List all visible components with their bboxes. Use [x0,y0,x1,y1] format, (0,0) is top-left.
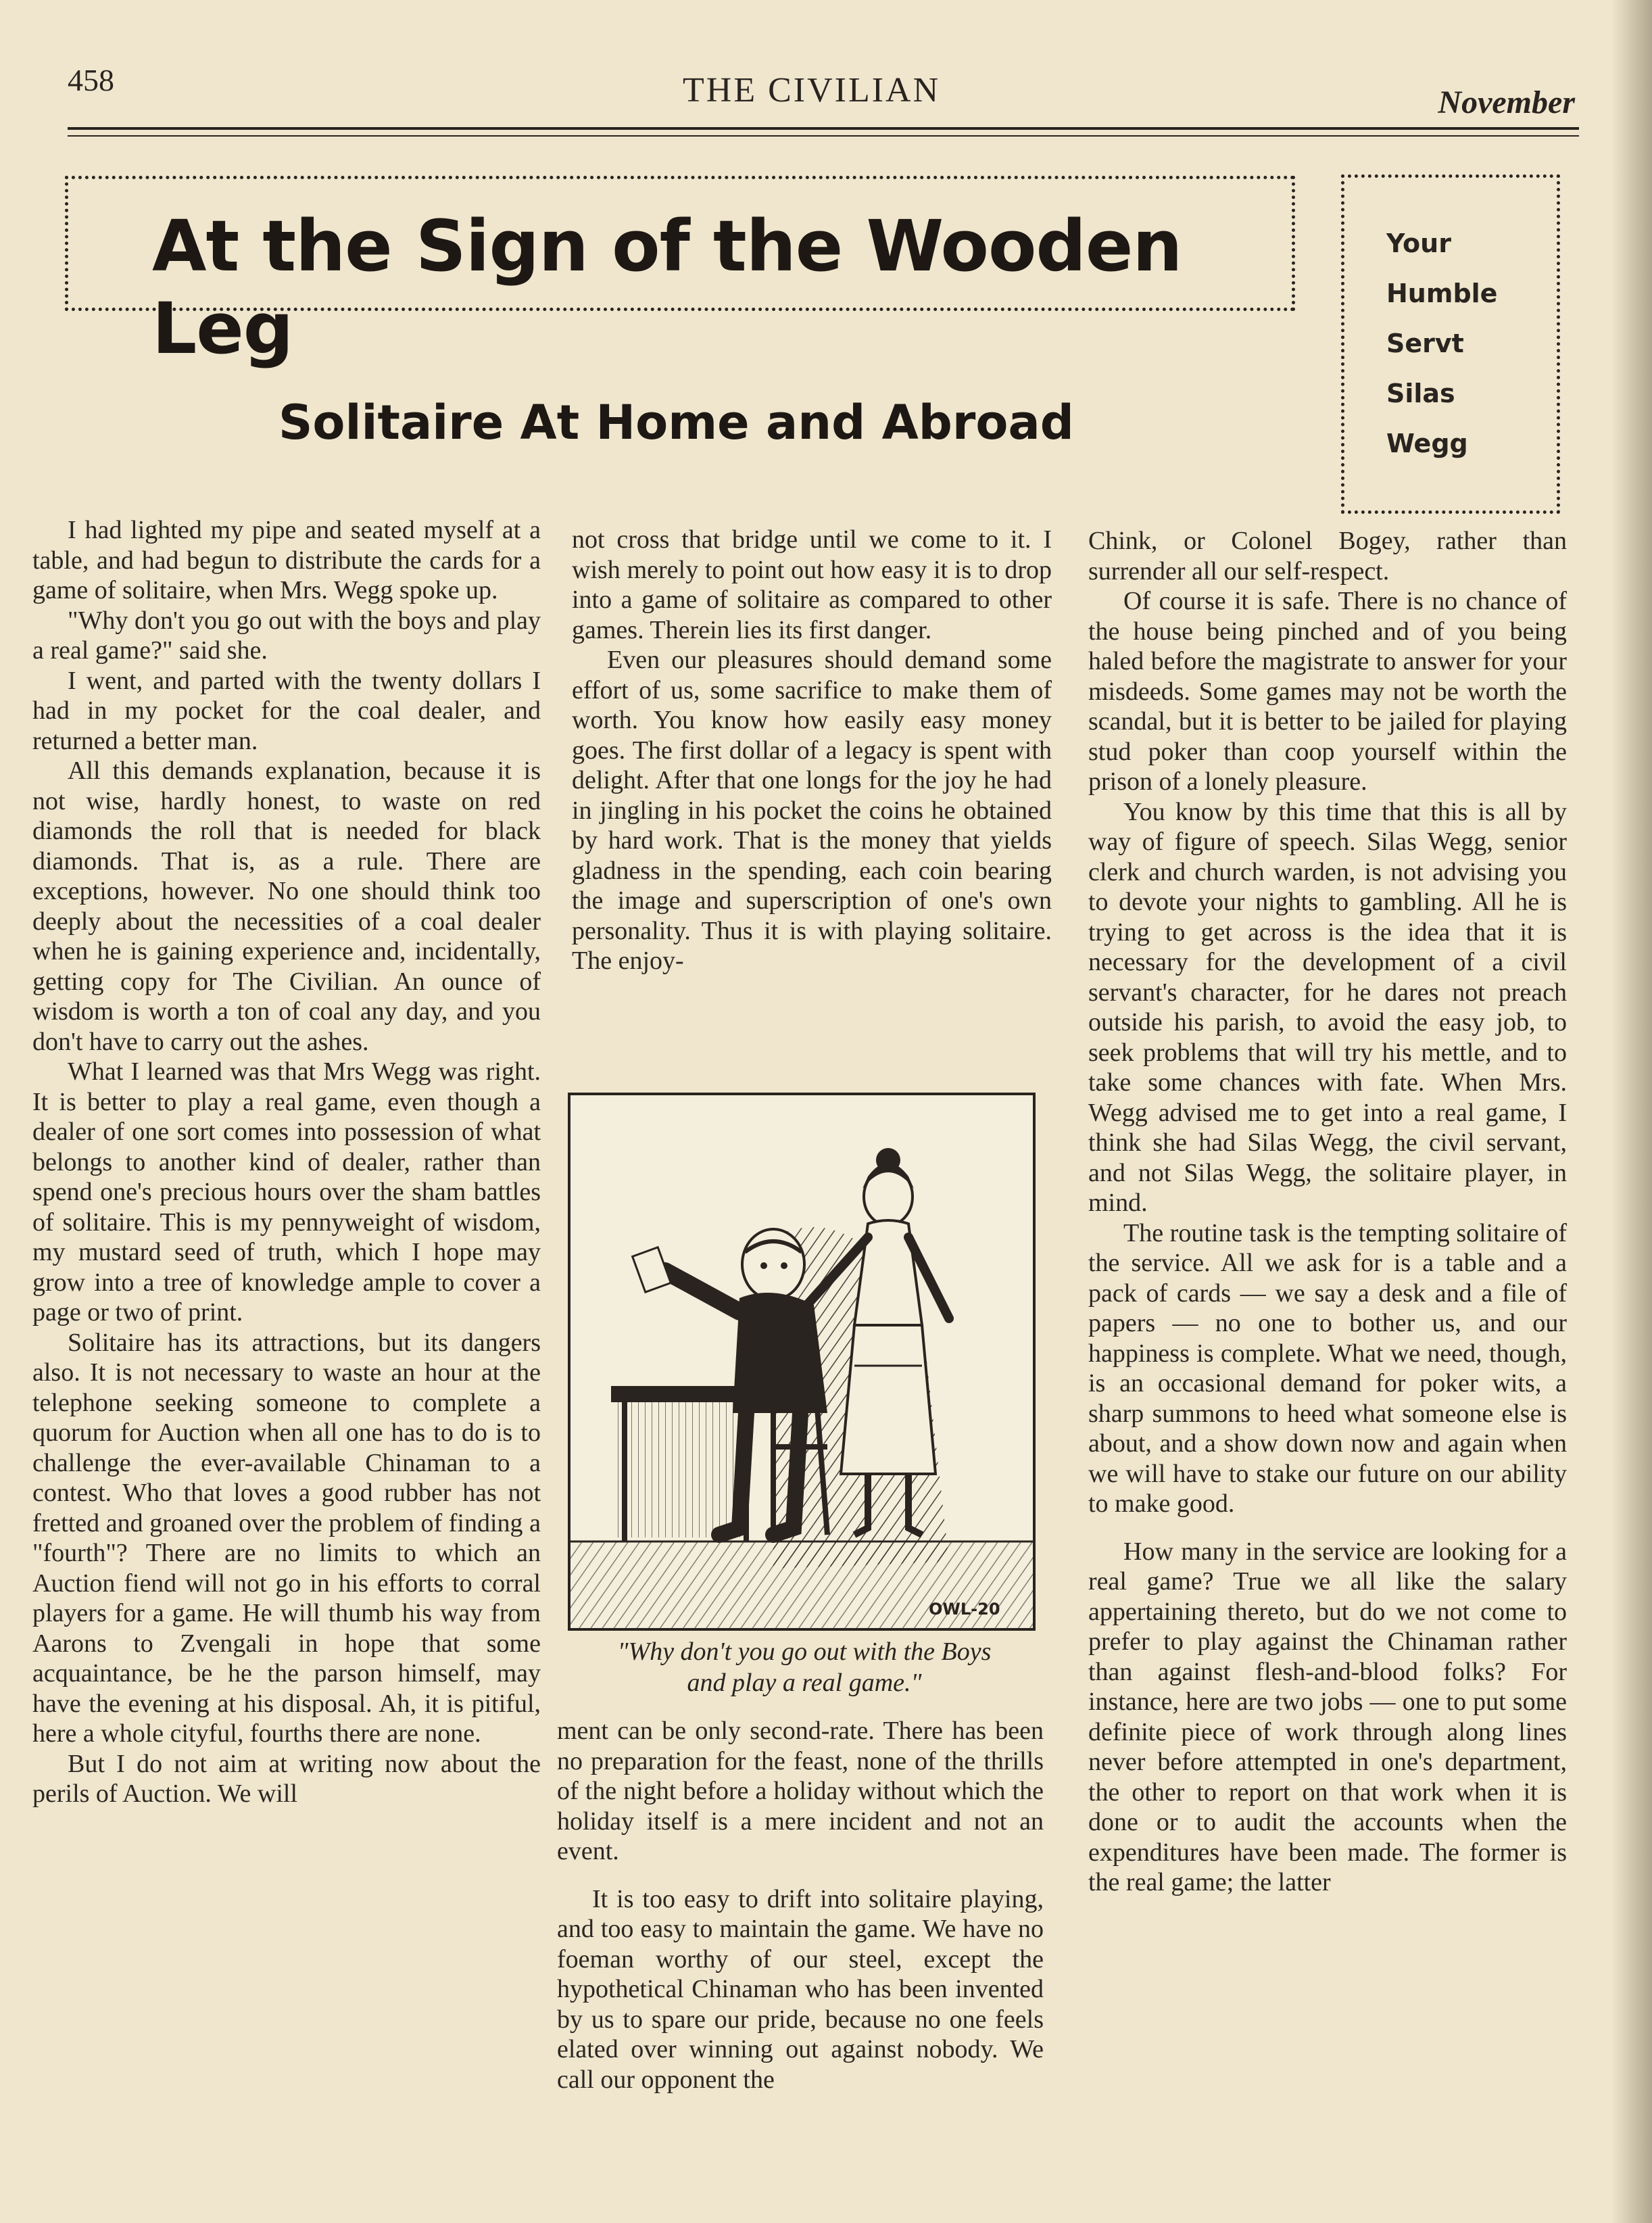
paragraph: Of course it is safe. There is no chance of the house being pinched and of you being haled before the magistrate to answer for your misdeeds. Some games may not be worth the scandal, but it is better to be jailed for playing stud poker than coop yourself within the prison of a lonely pleasure. [1088,587,1567,796]
paragraph: not cross that bridge until we come to it. I wish merely to point out how easy it is to drop into a game of solitaire as compared to other games. Therein lies its first danger. [572,525,1052,644]
paragraph: What I learned was that Mrs Wegg was right. It is better to play a real game, even though a dealer of one sort comes into possession of what belongs to another kind of dealer, rather than spend one's precious hours over the sham battles of solitaire. This is my pennyweight of wisdom, my mustard seed of truth, which I hope may grow into a tree of knowledge ample to cover a page or two of print. [32,1057,541,1326]
column-title-box [65,176,1295,370]
caption-line: "Why don't you go out with the Boys [617,1638,992,1666]
paragraph: How many in the service are looking for a real game? True we all like the salary appertaining thereto, but do we not come to prefer to play against the Chinaman rather than against flesh-and-blood folks? For instance, here are two jobs — one to put some definite piece of work through along lines never before attempted in one's department, the other to report on that work when it is done or to audit the accounts when the expenditures have been made. The former is the real game; the latter [1088,1537,1567,1896]
header-rule-thin [68,135,1579,137]
byline-line: Servt [1386,329,1464,358]
issue-month: November [1438,85,1575,120]
paragraph: The routine task is the tempting solitaire of the service. All we ask for is a table and a pack of cards — we say a desk and a file of papers — no one to bother us, and our happiness is complete. What we need, though, is an occasional demand for poker wits, a sharp summons to heed what someone else is about, and a show down now and again when we will have to stake our future on our ability to make good. [1088,1218,1567,1518]
paragraph: Solitaire has its attractions, but its dangers also. It is not necessary to waste an hour at the telephone seeking someone to complete a quorum for Auction when all one has to do is to challenge the ever-available Chinaman to a contest. Who that loves a good rubber has not fretted and groaned over the problem of finding a "fourth"? There are no limits to which an Auction fiend will not go in his efforts to corral players for a game. He will thumb his way from Aarons to Zvengali in hope that some acquaintance, be he the parson himself, may have the evening at his disposal. Ah, it is pitiful, here a whole cityful, fourths there are none. [32,1328,541,1748]
paragraph: But I do not aim at writing now about the perils of Auction. We will [32,1749,541,1808]
paragraph: I went, and parted with the twenty dollars I had in my pocket for the coal dealer, and returned a better man. [32,666,541,755]
paragraph: I had lighted my pipe and seated myself at a table, and had begun to distribute the cards for a game of solitaire, when Mrs. Wegg spoke up. [32,516,541,604]
illustration-signature: OWL-20 [929,1600,1000,1619]
column-2-top [572,525,1052,976]
caption-line: and play a real game." [687,1669,922,1697]
page-number: 458 [68,63,114,97]
byline-line: Humble [1386,279,1498,308]
column-1 [32,515,541,1809]
cartoon-illustration [568,1093,1036,1631]
publication-title: THE CIVILIAN [683,71,941,110]
paragraph: Even our pleasures should demand some effort of us, some sacrifice to make them of worth. You know how easily easy money goes. The first dollar of a legacy is spent with delight. After that one longs for the joy he had in jingling in his pocket the coins he obtained by hard work. That is the money that yields gladness in the spending, each coin bearing the image and superscription of one's own personality. Thus it is with playing solitaire. The enjoy- [572,646,1052,975]
paragraph: "Why don't you go out with the boys and play a real game?" said she. [32,606,541,665]
illustration-caption [554,1636,1054,1698]
column-title: At the Sign of the Wooden Leg [152,205,1182,370]
paragraph: ment can be only second-rate. There has been no preparation for the feast, none of the thrills of the night before a holiday without which the holiday itself is a mere incident and not an event. [557,1717,1044,1865]
paragraph: All this demands explanation, because it is not wise, hardly honest, to waste on red diamonds the roll that is needed for black diamonds. That is, as a rule. There are exceptions, however. No one should think too deeply about the necessities of a coal dealer when he is gaining experience and, incidentally, getting copy for The Civilian. An ounce of wisdom is worth a ton of coal any day, and you don't have to carry out the ashes. [32,757,541,1056]
byline-line: Wegg [1386,429,1468,458]
header-rule [68,127,1579,130]
column-2-bottom [557,1716,1044,2095]
paragraph: You know by this time that this is all by way of figure of speech. Silas Wegg, senior clerk and church warden, is not advising you to devote your nights to gambling. All he is trying to get across is the idea that it is necessary for the development of a civil servant's character, for he dares not preach outside his parish, to avoid the easy job, to seek problems that will try his mettle, and to take some chances with fate. When Mrs. Wegg advised me to get into a real game, I think she had Silas Wegg, the civil servant, and not Silas Wegg, the solitaire player, in mind. [1088,797,1567,1217]
article-title: Solitaire At Home and Abroad [278,395,1074,450]
paragraph: It is too easy to drift into solitaire playing, and too easy to maintain the game. We have no foeman worthy of our steel, except the hypothetical Chinaman who has been invented by us to spare our pride, because no one feels elated over winning out against nobody. We call our opponent the [557,1884,1044,2094]
cartoon-drawing [570,1095,1033,1628]
byline-box [1341,174,1560,514]
byline-line: Silas [1386,379,1455,408]
column-3 [1088,526,1567,1898]
byline-line: Your [1386,229,1451,258]
paragraph: Chink, or Colonel Bogey, rather than surrender all our self-respect. [1088,527,1567,585]
page-edge-shadow [1611,0,1652,2223]
